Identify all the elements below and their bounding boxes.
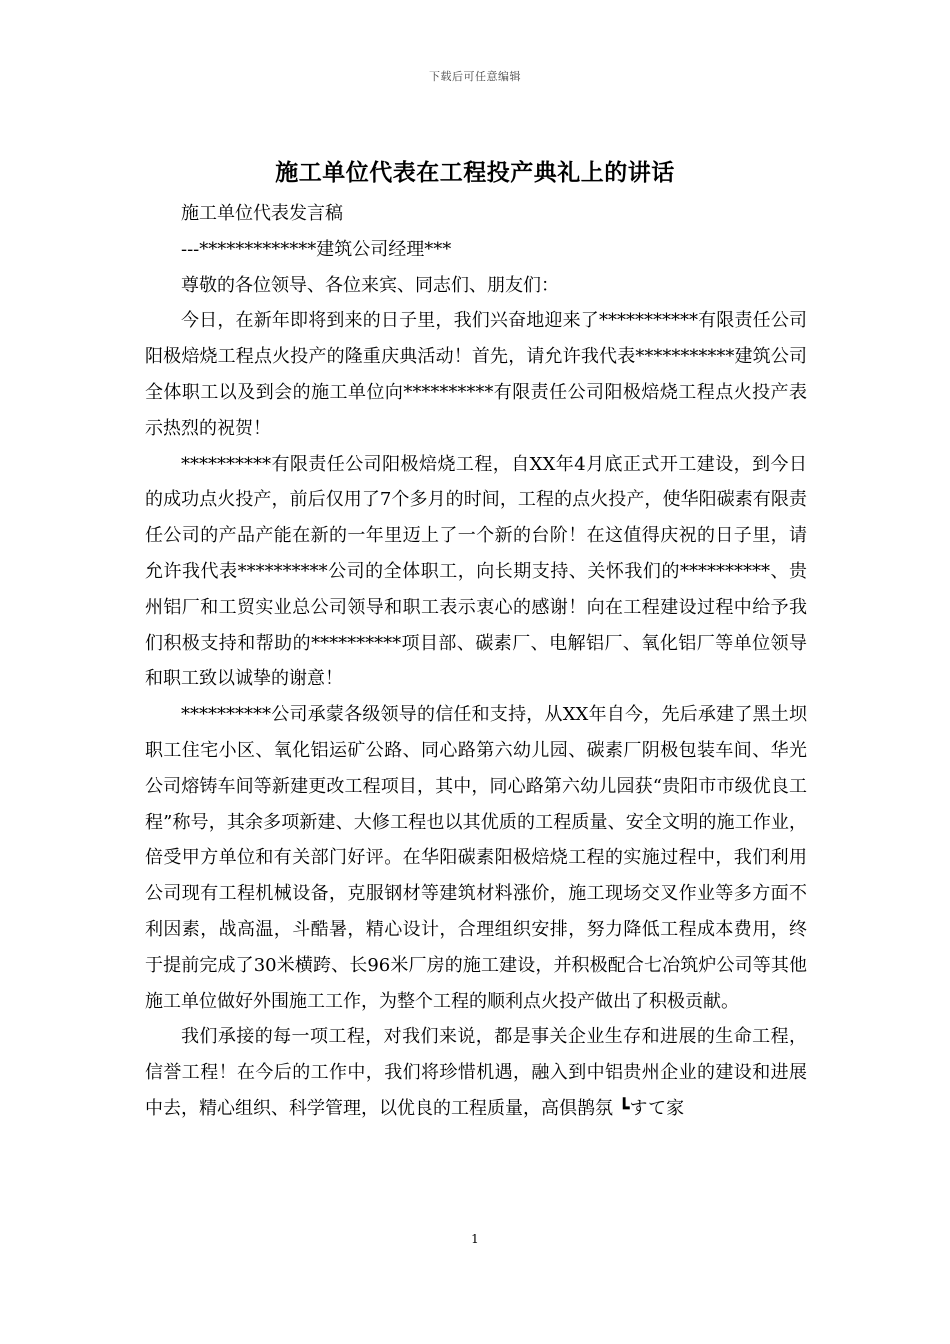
body-paragraph: 今日，在新年即将到来的日子里，我们兴奋地迎来了***********有限责任公司阳极焙烧工程点火投产的隆重庆典活动！首先，请允许我代表***********建筑公司全体职工以及到会的施工单位向**********有限责任公司阳极焙烧工程点火投产表示热烈的祝贺！ — [145, 310, 807, 439]
document-title: 施工单位代表在工程投产典礼上的讲话 — [275, 159, 675, 186]
document-body — [145, 196, 807, 1127]
author-line: ---*************建筑公司经理*** — [181, 238, 452, 260]
body-paragraph: **********有限责任公司阳极焙烧工程，自XX年4月底正式开工建设，到今日的成功点火投产，前后仅用了7个多月的时间，工程的点火投产，使华阳碳素有限责任公司的产品产能在新的一年里迈上了一个新的台阶！在这值得庆祝的日子里，请允许我代表**********公司的全体职工，向长期支持、关怀我们的**********、贵州铝厂和工贸实业总公司领导和职工表示衷心的感谢！向在工程建设过程中给予我们积极支持和帮助的**********项目部、碳素厂、电解铝厂、氧化铝厂等单位领导和职工致以诚挚的谢意！ — [145, 453, 807, 690]
header-note: 下载后可任意编辑 — [429, 70, 521, 83]
page-number: 1 — [471, 1232, 479, 1246]
body-paragraph: 我们承接的每一项工程，对我们来说，都是事关企业生存和进展的生命工程，信誉工程！在今后的工作中，我们将珍惜机遇，融入到中铝贵州企业的建设和进展中去，精心组织、科学管理，以优良的工程质量，高倶鹊氛 ┗すて家 — [145, 1026, 807, 1119]
salutation-paragraph: 尊敬的各位领导、各位来宾、同志们、朋友们： — [181, 274, 559, 296]
subtitle-paragraph: 施工单位代表发言稿 — [181, 203, 343, 224]
body-paragraph: **********公司承蒙各级领导的信任和支持，从XX年自今，先后承建了黑土坝职工住宅小区、氧化铝运矿公路、同心路第六幼儿园、碳素厂阴极包装车间、华光公司熔铸车间等新建更改工程项目，其中，同心路第六幼儿园获“贵阳市市级优良工程”称号，其余多项新建、大修工程也以其优质的工程质量、安全文明的施工作业，倍受甲方单位和有关部门好评。在华阳碳素阳极焙烧工程的实施过程中，我们利用公司现有工程机械设备，克服钢材等建筑材料涨价，施工现场交叉作业等多方面不利因素，战高温，斗酷暑，精心设计，合理组织安排，努力降低工程成本费用，终于提前完成了30米横跨、长96米厂房的施工建设，并积极配合七冶筑炉公司等其他施工单位做好外围施工工作，为整个工程的顺利点火投产做出了积极贡献。 — [145, 704, 807, 1012]
